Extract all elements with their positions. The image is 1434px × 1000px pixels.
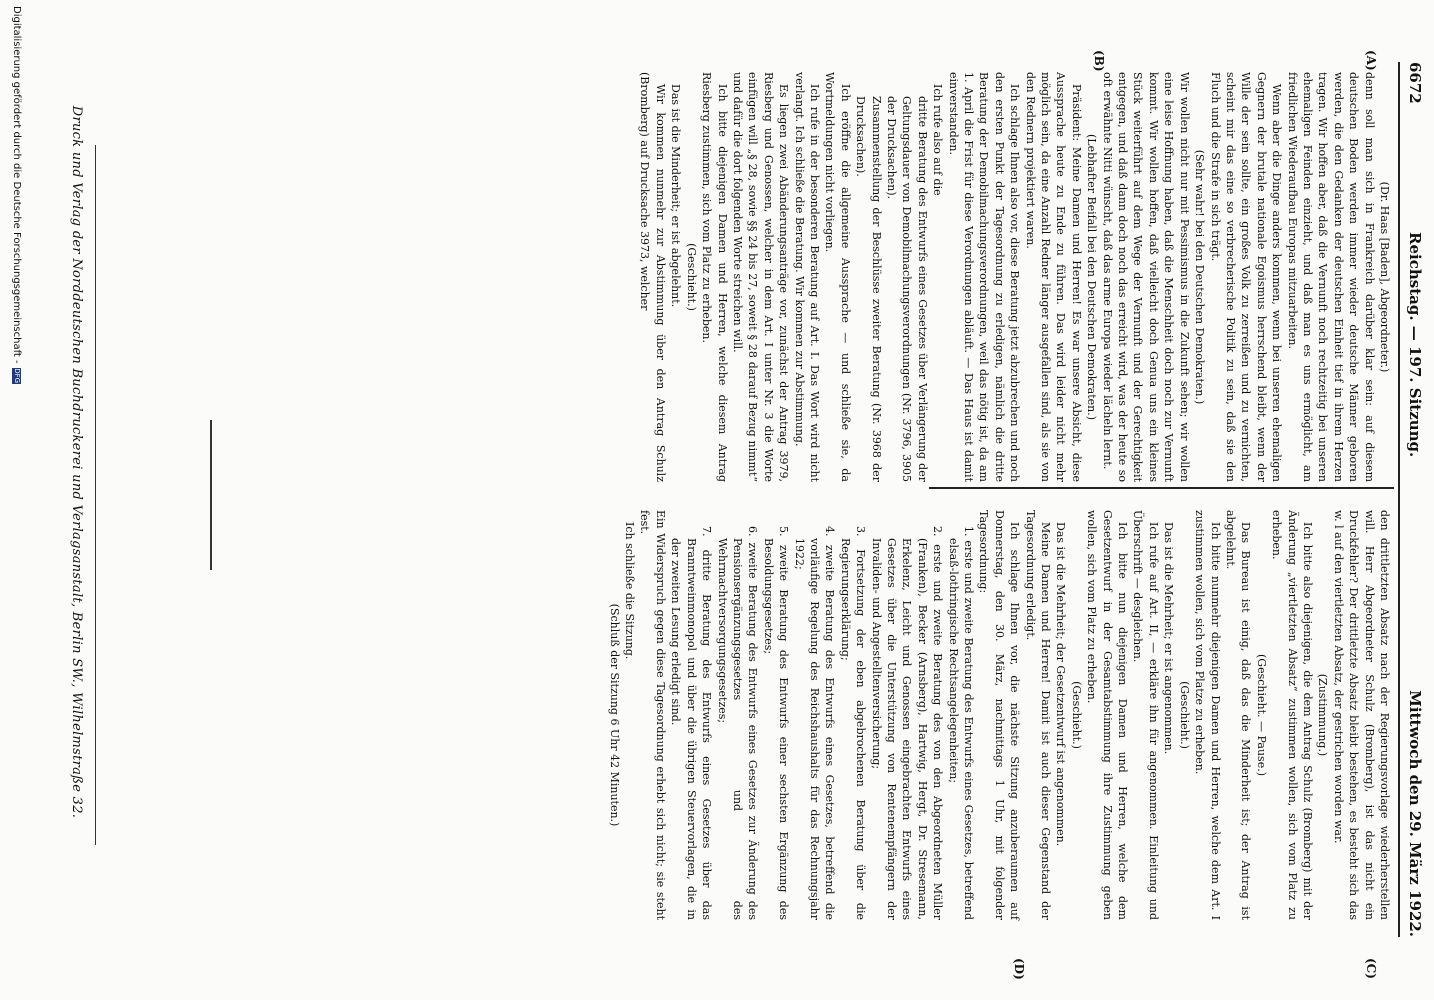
paragraph: 7. dritte Beratung des Entwurfs eines Gesetzes über das Branntweinmonopol und über die übrigen Steuervorlagen, die in der zweiten Lesung erledigt sind. — [669, 526, 714, 920]
paragraph: Ich rufe also auf die — [931, 84, 945, 196]
paragraph: (Geschieht.) — [684, 243, 698, 311]
right-column — [607, 510, 1392, 920]
paragraph: (Geschieht.) — [1069, 681, 1083, 749]
paragraph: 6. zweite Beratung des Entwurfs eines Gesetzes zur Änderung des Pensionsergänzungsgesetzes und des Wehrmachtversorgungsgesetzes; — [715, 526, 760, 920]
margin-marker-a: (A) — [1364, 50, 1378, 71]
paragraph: den drittletzten Absatz nach der Regierungsvorlage wiederherstellen will. Herr Abgeordneter Schulz (Bromberg), ist das nicht ein Druckfehler? Der drittletzte Absatz bleibt bestehen, es besteht sich das w. l auf den viertletzten Absatz, der gestrichen worden war. — [1331, 510, 1391, 920]
digitization-text: Digitalisierung gefördert durch die Deutsche Forschungsgemeinschaft - — [11, 6, 22, 364]
paragraph: Ein Widerspruch gegen diese Tagesordnung erhebt sich nicht; sie steht fest. — [638, 510, 667, 920]
paragraph: Das ist die Mehrheit; der Gesetzentwurf ist angenommen. — [1054, 522, 1068, 847]
running-title: Reichstag. — 197. Sitzung. — [1406, 232, 1424, 458]
paragraph: Wir kommen nunmehr zur Abstimmung über den Antrag Schulz (Bromberg) auf Drucksache 3973, welcher — [638, 72, 667, 482]
paragraph: Ich bitte nunmehr diejenigen Damen und Herren, welche dem Art. I zustimmen wollen, sich vom Platze zu erheben. — [1193, 510, 1222, 920]
paragraph: Ich eröffne die allgemeine Aussprache — und schließe sie, da Wortmeldungen nicht vorliegen. — [823, 72, 852, 482]
paragraph: 5. zweite Beratung des Entwurfs einer sechsten Ergänzung des Besoldungsgesetzes; — [761, 526, 791, 920]
printer-imprint: Druck und Verlag der Norddeutschen Buchdruckerei und Verlagsanstalt, Berlin SW., Wilhelmstraße 32. — [69, 105, 84, 819]
page-header — [1402, 62, 1424, 937]
paragraph: Das ist die Mehrheit; er ist angenommen. — [1162, 522, 1176, 755]
paragraph: (Dr. Haas [Baden], Abgeordneter.) — [1378, 181, 1391, 373]
paragraph: Wir wollen nicht nur mit Pessimismus in die Zukunft sehen; wir wollen eine leise Hoffnung haben, daß die Menschheit doch noch zur Vernunft kommt. Wir wollen hoffen, daß vielleicht doch Genua uns ein kleines Stück weiterführt auf dem Wege der Vernunft und der Gerechtigkeit entgegen, und daß dann doch noch das erreicht wird, was der heute so oft erwähnte Nitti wünscht, daß das arme Europa wieder lächeln lernt. — [1100, 72, 1191, 482]
paragraph: (Sehr wahr! bei den Deutschen Demokraten.) — [1193, 149, 1207, 405]
paragraph: 4. zweite Beratung des Entwurfs eines Gesetzes, betreffend die vorläufige Regelung des Reichshaushalts für das Rechnungsjahr 1922; — [792, 526, 837, 920]
paragraph: Ich rufe in der besonderen Beratung auf Art. I. Das Wort wird nicht verlangt. Ich schließe die Beratung. Wir kommen zur Abstimmung. — [792, 72, 821, 482]
paragraph: dritte Beratung des Entwurfs eines Gesetzes über Verlängerung der Geltungsdauer von Demobilmachungsverordnungen (Nr. 3796, 3905 der Drucksachen). — [885, 96, 929, 482]
paragraph: Zusammenstellung der Beschlüsse zweiter Beratung (Nr. 3968 der Drucksachen). — [854, 96, 883, 482]
paragraph: Ich bitte also diejenigen, die dem Antrag Schulz (Bromberg) mit der Änderung „viertletzten Absatz“ zustimmen wollen, sich vom Platz zu erheben. — [1270, 510, 1314, 920]
margin-marker-b: (B) — [1092, 50, 1106, 72]
paragraph: 2. erste und zweite Beratung des von den Abgeordneten Müller (Franken), Becker (Arnsberg), Hartwig, Hergt, Dr. Stresemann, Erkelenz, Leicht und Genossen eingebrachten Entwurfs eines Gesetzes über die Unterstützung von Rentenempfängern der Invaliden- und Angestelltenversicherung; — [869, 526, 945, 920]
paragraph: Ich schlage Ihnen also vor, diese Beratung jetzt abzubrechen und noch den ersten Punkt der Tagesordnung zu erledigen, nämlich die dritte Beratung der Demobilmachungsverordnungen, weil das nötig ist, da am 1. April die Frist für diese Verordnungen abläuft. — Das Haus ist damit einverstanden. — [946, 72, 1022, 482]
paragraph: Ich bitte nun diejenigen Damen und Herren, welche dem Gesetzentwurf in der Gesamtabstimmung ihre Zustimmung geben wollen, sich vom Platz zu erheben. — [1085, 510, 1130, 920]
paragraph: (Geschieht. — Pause.) — [1254, 654, 1268, 776]
dfg-logo: DFG — [13, 368, 22, 384]
paragraph: Präsident: Meine Damen und Herren! Es war unsere Absicht, diese Aussprache heute zu Ende zu führen. Das wird leider nicht mehr möglich sein, da eine Anzahl Redner länger ausgefallen sind, als sie von den Rednern projektiert waren. — [1023, 72, 1083, 482]
footer-rule — [95, 145, 96, 845]
header-rule — [1398, 62, 1400, 937]
paragraph: Wenn aber die Dinge anders kommen, wenn bei unseren ehemaligen Gegnern der brutale nationale Egoismus herrschend bleibt, wenn der Wille der sein sollte, ein großes Volk zu zerreißen und zu vernichten, scheint mir das eine so verbrecherische Politik zu sein, daß sie den Fluch und die Strafe in sich trägt. — [1208, 72, 1284, 482]
paragraph: (Zustimmung.) — [1316, 673, 1330, 757]
paragraph: (Lebhafter Beifall bei den Deutschen Demokraten.) — [1085, 134, 1099, 420]
paragraph: Ich schließe die Sitzung. — [623, 522, 637, 660]
end-rule — [210, 420, 212, 570]
paragraph: Ich rufe auf Art. II, — erkläre ihn für angenommen. Einleitung und Überschrift — desgleichen. — [1131, 510, 1160, 920]
paragraph: Es liegen zwei Abänderungsanträge vor, zunächst der Antrag 3979, Riesberg und Genossen, welcher in dem Art. I unter Nr. 3 die Worte einfügen will „§ 28, sowie §§ 24 bis 27, soweit § 28 darauf Bezug nimmt“ und dafür die dort folgenden Worte streichen will. — [730, 72, 791, 482]
margin-marker-c: (C) — [1364, 958, 1378, 979]
paragraph: 3. Fortsetzung der eben abgebrochenen Beratung über die Regierungserklärung; — [838, 526, 868, 920]
paragraph: denn soll man sich in Frankreich darüber klar sein: auf diesem deutschen Boden werden immer wieder deutsche Männer geboren werden, die den Gedanken der deutschen Einheit tief in ihrem Herzen tragen. Wir hoffen aber, daß die Vernunft noch rechtzeitig bei unseren ehemaligen Feinden einzieht, und daß man es uns ermöglicht, am friedlichen Wiederaufbau Europas mitzuarbeiten. — [1285, 72, 1376, 482]
paragraph: Ich schlage Ihnen vor, die nächste Sitzung anzuberaumen auf Donnerstag, den 30. März, nachmittags 1 Uhr, mit folgender Tagesordnung: — [977, 510, 1022, 920]
paragraph: Meine Damen und Herren! Damit ist auch dieser Gegenstand der Tagesordnung erledigt. — [1023, 510, 1053, 920]
paragraph: (Schluß der Sitzung 6 Uhr 42 Minuten.) — [607, 603, 621, 827]
left-column — [638, 72, 1392, 482]
paragraph: (Geschieht.) — [1177, 681, 1191, 749]
column-divider — [929, 487, 1394, 489]
session-date: Mittwoch den 29. März 1922. — [1406, 690, 1424, 937]
paragraph: Ich bitte diejenigen Damen und Herren, welche diesem Antrag Riesberg zustimmen, sich vom Platz zu erheben. — [700, 72, 729, 482]
margin-marker-d: (D) — [1012, 958, 1026, 980]
paragraph: Das Bureau ist einig, daß das die Minderheit ist; der Antrag ist abgelehnt. — [1223, 510, 1253, 920]
digitization-note — [11, 6, 22, 986]
paragraph: Das ist die Minderheit; er ist abgelehnt. — [669, 84, 683, 308]
page-number: 6672 — [1406, 62, 1424, 104]
paragraph: 1. erste und zweite Beratung des Entwurfs eines Gesetzes, betreffend elsaß-lothringische Rechtsangelegenheiten; — [946, 526, 976, 920]
